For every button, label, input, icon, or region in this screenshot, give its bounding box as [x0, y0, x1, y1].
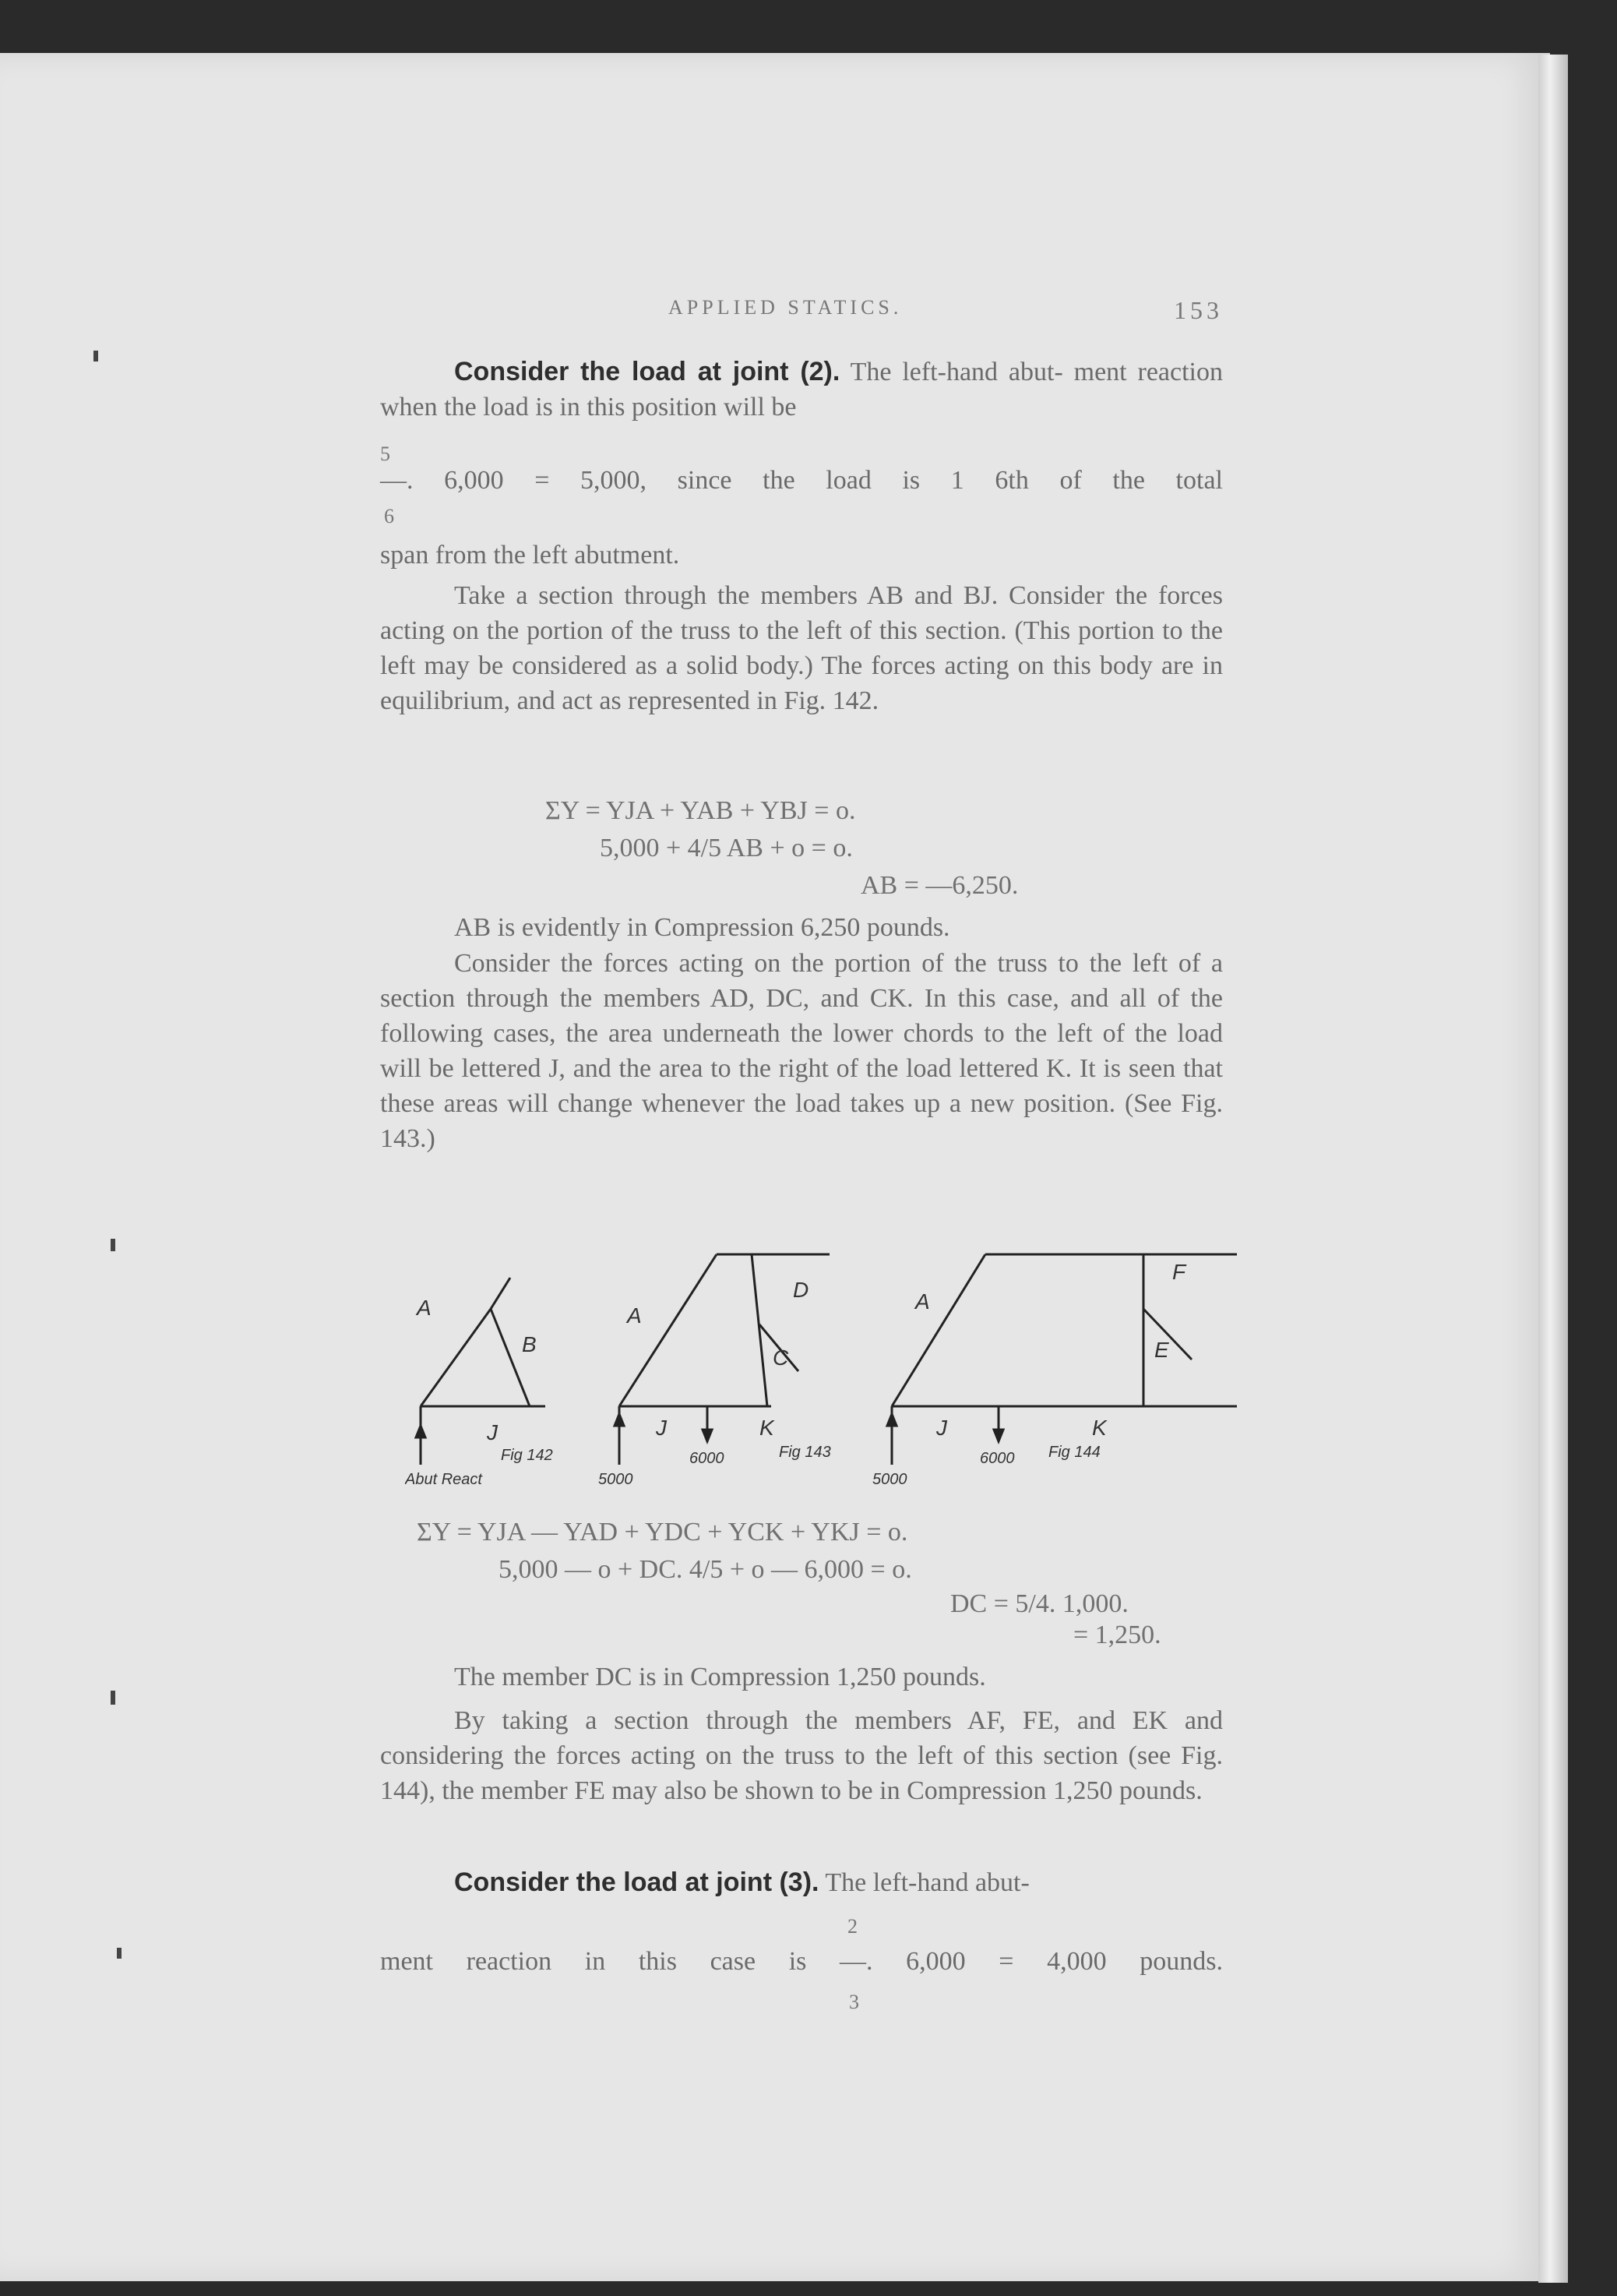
paragraph-3: [380, 910, 1223, 945]
page-edge: [1538, 55, 1568, 2283]
fig142-label-j: J: [487, 1420, 498, 1444]
running-header: [380, 296, 1223, 327]
fig144-load-arrow: [994, 1430, 1003, 1441]
equation-line: ΣY = YJA + YAB + YBJ = o.: [545, 796, 856, 825]
fraction-denominator: 6: [384, 505, 394, 527]
fig143-load-label: 6000: [689, 1450, 724, 1467]
fig144-label-e: E: [1154, 1338, 1169, 1362]
fig144-label-j: J: [936, 1416, 947, 1440]
paragraph-text: —. 6,000 = 5,000, since the load is 1 6th of the total: [380, 466, 1223, 495]
margin-mark: [111, 1691, 115, 1705]
fig143-reaction-label: 5000: [598, 1471, 633, 1488]
equation-line: = 1,250.: [1073, 1621, 1161, 1649]
fig142-top-ext: [491, 1278, 510, 1309]
paragraph-6: [380, 1703, 1223, 1808]
fig143-member-ad: [619, 1254, 717, 1406]
fig144-label-k: K: [1092, 1416, 1107, 1440]
truss-diagrams-svg: [405, 1231, 1238, 1496]
fig142-reaction-arrow: [416, 1426, 425, 1437]
paragraph-4: [380, 946, 1223, 1156]
lead-heading: Consider the load at joint (2).: [454, 357, 840, 386]
fig143-reaction-arrow: [615, 1414, 624, 1426]
fraction-numerator: 2: [847, 1915, 858, 1938]
fig143-label-d: D: [793, 1278, 809, 1302]
paragraph-text: The member DC is in Compression 1,250 pounds.: [454, 1663, 986, 1691]
margin-mark: [117, 1948, 122, 1959]
header-title: APPLIED STATICS.: [668, 296, 903, 319]
paragraph-text: AB is evidently in Compression 6,250 pounds.: [454, 913, 950, 942]
fig142-label-b: B: [522, 1332, 537, 1356]
fig143-label-k: K: [759, 1416, 774, 1440]
fig144-label-a: A: [915, 1289, 930, 1314]
fig142-caption: Fig 142: [501, 1447, 553, 1464]
fig143-label-c: C: [773, 1346, 789, 1370]
fig142-note: Abut React: [405, 1471, 482, 1488]
fraction-numerator: 5: [380, 443, 390, 465]
paragraph-text: Consider the forces acting on the portion of the truss to the left of a section through the members AD, DC, and CK. In this case, and all of the following cases, the area underneath the lower chords to the left of the load will be lettered J, and the area to the right of the load lettered K. It is seen that these areas will change whenever the load takes up a new position. (See Fig. 143.): [380, 949, 1223, 1153]
equation-line: DC = 5/4. 1,000.: [950, 1589, 1129, 1618]
fig144-reaction-label: 5000: [872, 1471, 907, 1488]
paragraph-7-line2: [380, 1944, 1223, 1979]
truss-figures: [405, 1231, 1238, 1496]
paragraph-1-line2: [380, 463, 1223, 498]
fig142-member-bj: [491, 1309, 530, 1406]
margin-mark: [111, 1239, 115, 1251]
lead-heading: Consider the load at joint (3).: [454, 1867, 819, 1897]
fig142-label-a: A: [417, 1296, 432, 1320]
fig143-load-arrow: [703, 1430, 712, 1441]
paragraph-text: ment reaction in this case is —. 6,000 = 4,000 pounds.: [380, 1947, 1223, 1976]
fig144-caption: Fig 144: [1048, 1444, 1101, 1461]
paragraph-text: By taking a section through the members AF, FE, and EK and considering the forces acting on the truss to the left of this section (see Fig. 144), the member FE may also be shown to be in Compression 1,250 pounds.: [380, 1706, 1223, 1805]
equation-line: ΣY = YJA — YAD + YDC + YCK + YKJ = o.: [417, 1518, 908, 1547]
fig144-label-f: F: [1172, 1260, 1186, 1284]
paragraph-text: The left-hand abut- ment reaction when the load is in this position will be: [380, 358, 1223, 421]
paragraph-text: span from the left abutment.: [380, 541, 680, 570]
fig143-label-a: A: [627, 1303, 642, 1328]
paragraph-5: [380, 1659, 1223, 1695]
margin-mark: [93, 351, 98, 362]
fig143-caption: Fig 143: [779, 1444, 831, 1461]
fig142-member-ab: [421, 1309, 491, 1406]
fig143-label-j: J: [656, 1416, 667, 1440]
equation-line: AB = —6,250.: [861, 871, 1019, 900]
paragraph-1-line3: [380, 538, 1223, 573]
equation-line: 5,000 + 4/5 AB + o = o.: [600, 834, 853, 862]
fig144-load-label: 6000: [980, 1450, 1015, 1467]
page-number: 153: [1174, 296, 1223, 324]
equation-line: 5,000 — o + DC. 4/5 + o — 6,000 = o.: [498, 1555, 912, 1584]
paragraph-text: The left-hand abut-: [825, 1868, 1030, 1897]
fig144-member-af: [892, 1254, 985, 1406]
paragraph-1: [380, 354, 1223, 425]
paragraph-2: [380, 578, 1223, 718]
paragraph-7: [380, 1865, 1223, 1900]
fraction-denominator: 3: [849, 1991, 859, 2013]
paragraph-text: Take a section through the members AB and BJ. Consider the forces acting on the portion of the truss to the left of this section. (This portion to the left may be considered as a solid body.) The forces acting on this body are in equilibrium, and act as represented in Fig. 142.: [380, 581, 1223, 715]
fig144-reaction-arrow: [887, 1414, 897, 1426]
